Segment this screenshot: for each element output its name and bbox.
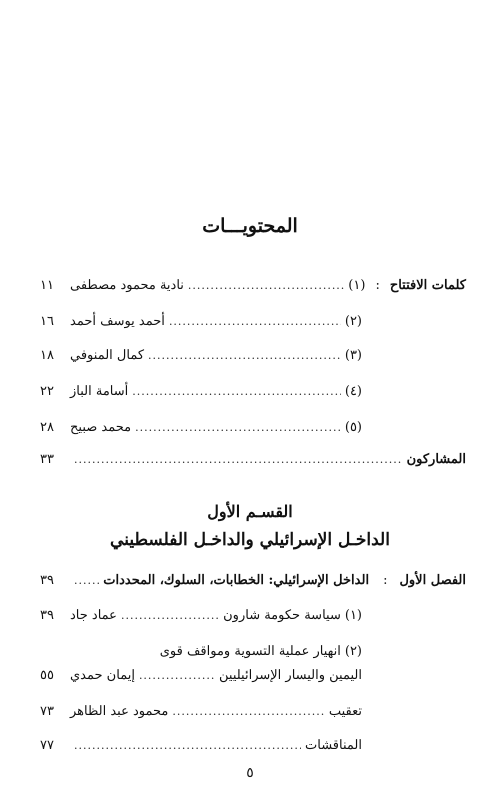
leader-dots	[169, 315, 341, 328]
author-name: أسامة الباز	[70, 384, 129, 399]
page-ref: ٧٧	[40, 738, 54, 753]
participants-entry	[40, 452, 466, 467]
chapter-item-2-line-1	[40, 644, 362, 659]
item-number: (١)	[348, 278, 366, 293]
opening-item-2	[40, 314, 362, 329]
author-name: كمال المنوفي	[70, 348, 145, 363]
leader-dots	[121, 609, 219, 622]
author-name: عماد جاد	[70, 608, 117, 623]
commentary-label: تعقيب	[328, 704, 362, 719]
page-ref: ٢٢	[40, 384, 54, 399]
item-number: (٣)	[344, 348, 362, 363]
opening-item-1	[40, 278, 466, 293]
leader-dots	[74, 453, 403, 466]
opening-item-4	[40, 384, 362, 399]
item-number: (١)	[344, 608, 362, 623]
leader-dots	[74, 574, 99, 587]
chapter-entry	[40, 573, 466, 588]
author-name: محمد صبيح	[70, 420, 132, 435]
chapter-label: الفصل الأول	[399, 573, 466, 588]
page-ref: ٣٩	[40, 573, 54, 588]
leader-dots	[139, 669, 215, 682]
opening-colon: :	[375, 278, 380, 293]
page-ref: ٥٥	[40, 668, 54, 683]
opening-item-5	[40, 420, 362, 435]
page-number: ٥	[246, 765, 254, 781]
author-name: محمود عبد الظاهر	[70, 704, 169, 719]
leader-dots	[74, 739, 301, 752]
author-name: أحمد يوسف أحمد	[70, 314, 165, 329]
page-ref: ٧٣	[40, 704, 54, 719]
page-ref: ١٨	[40, 348, 54, 363]
leader-dots	[148, 349, 341, 362]
item-number: (٤)	[344, 384, 362, 399]
item-number: (٢)	[344, 314, 362, 329]
page-ref: ١١	[40, 278, 54, 293]
discussions-label: المناقشات	[305, 738, 362, 753]
chapter-title: الداخل الإسرائيلي: الخطابات، السلوك، المحددات	[103, 573, 370, 588]
chapter-colon: :	[383, 573, 388, 588]
leader-dots	[132, 385, 341, 398]
author-name: إيمان حمدي	[70, 668, 135, 683]
leader-dots	[135, 421, 341, 434]
item-number: (٢)	[344, 644, 362, 659]
commentary-entry	[40, 704, 362, 719]
author-name: نادية محمود مصطفى	[70, 278, 184, 293]
page-ref: ٣٣	[40, 452, 54, 467]
participants-label: المشاركون	[406, 452, 466, 467]
item-title-continued: اليمين واليسار الإسرائيليين	[219, 668, 362, 683]
discussions-entry	[40, 738, 362, 753]
page-ref: ٢٨	[40, 420, 54, 435]
item-title: انهيار عملية التسوية ومواقف قوى	[159, 644, 341, 659]
chapter-item-1	[40, 608, 362, 623]
leader-dots	[188, 279, 344, 292]
chapter-item-2-line-2	[40, 668, 362, 683]
page-ref: ٣٩	[40, 608, 54, 623]
item-title: سياسة حكومة شارون	[223, 608, 341, 623]
opening-heading: كلمات الافتتاح	[389, 278, 466, 293]
page-ref: ١٦	[40, 314, 54, 329]
page-title: المحتويـــات	[202, 215, 298, 237]
section-name: القسـم الأول	[207, 502, 293, 521]
item-number: (٥)	[344, 420, 362, 435]
section-subtitle: الداخـل الإسرائيلي والداخـل الفلسطيني	[110, 530, 390, 550]
opening-item-3	[40, 348, 362, 363]
leader-dots	[172, 705, 324, 718]
